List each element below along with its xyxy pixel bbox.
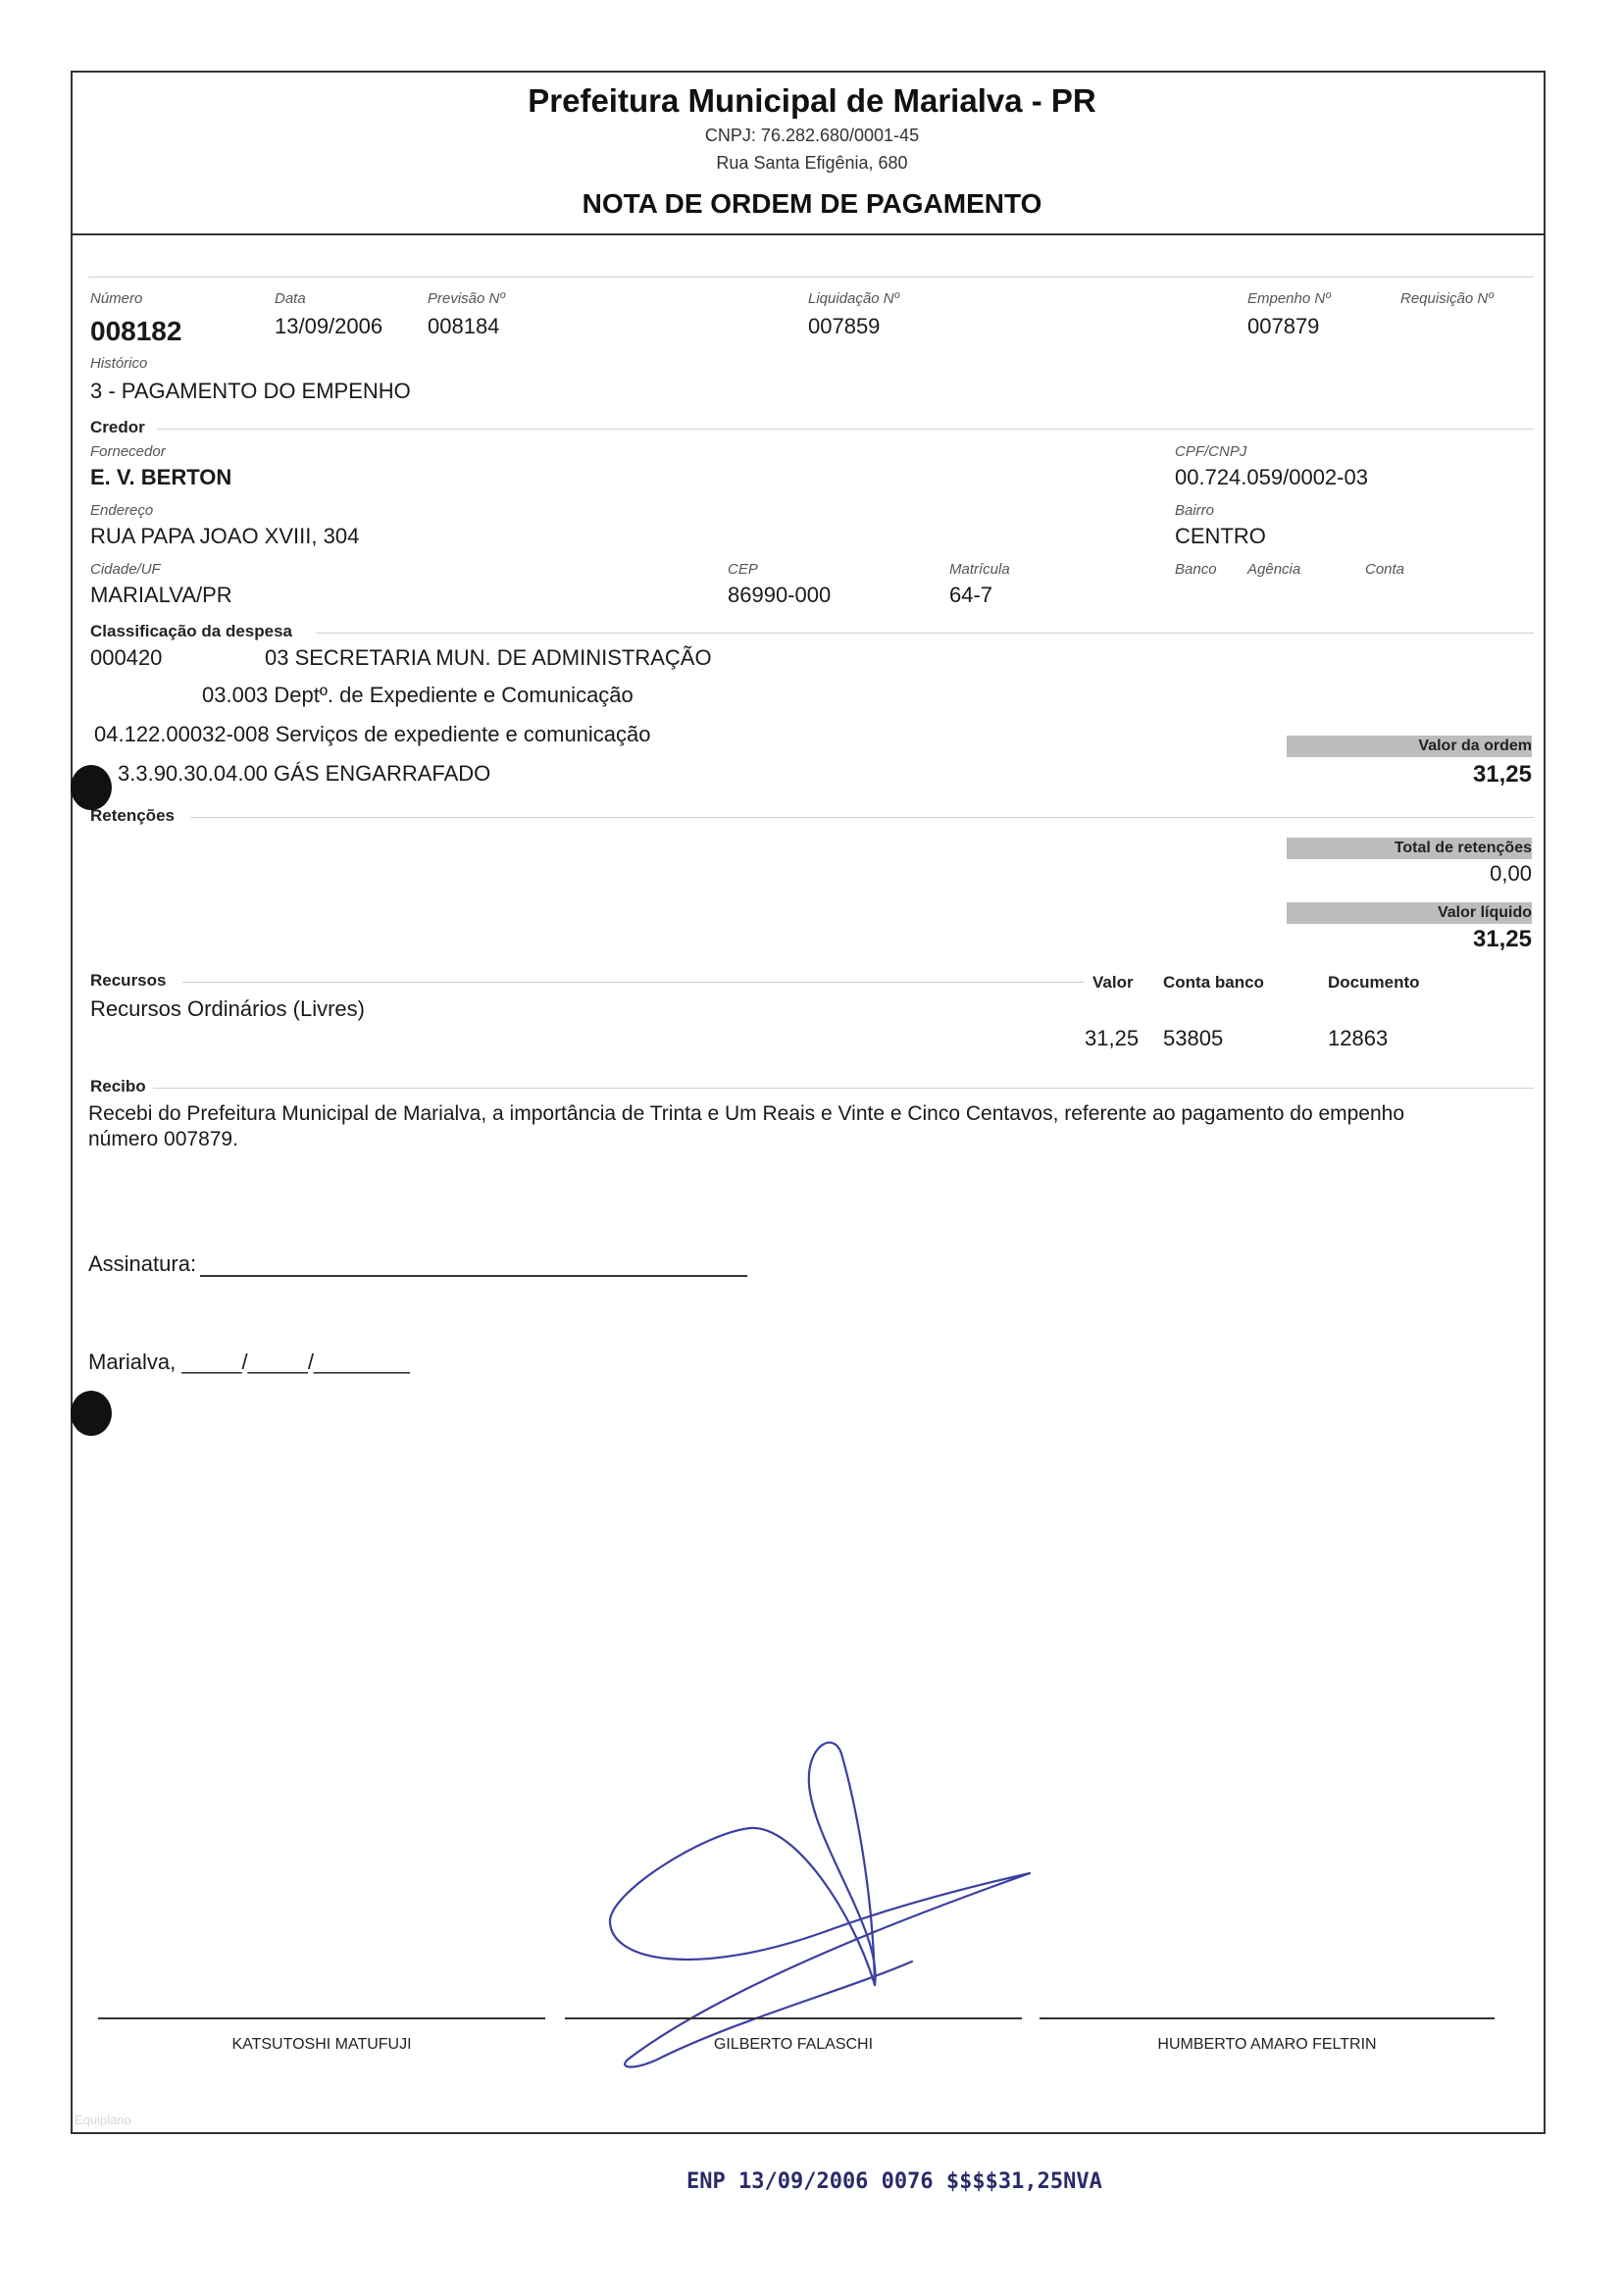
recursos-section: Recursos (90, 971, 167, 990)
handwritten-signature (588, 1726, 1040, 2079)
total-retencoes-value: 0,00 (1490, 861, 1532, 886)
historico-label: Histórico (90, 355, 148, 372)
signatory-3: HUMBERTO AMARO FELTRIN (1157, 2036, 1377, 2053)
cpf-label: CPF/CNPJ (1175, 443, 1247, 460)
recursos-valor: 31,25 (1085, 1026, 1140, 1050)
elemento: 3.3.90.30.04.00 GÁS ENGARRAFADO (118, 761, 491, 786)
liquidacao-label: Liquidação Nº (808, 290, 900, 307)
divider (157, 429, 1534, 430)
credor-section: Credor (90, 418, 145, 436)
recursos-valor-label: Valor (1092, 973, 1134, 992)
classificacao-section: Classificação da despesa (90, 622, 293, 640)
classificacao-code: 000420 (90, 645, 163, 670)
valor-liquido-label: Valor líquido (1437, 904, 1532, 921)
signature-line (1040, 2017, 1495, 2019)
agencia-label: Agência (1247, 561, 1301, 578)
liquidacao-value: 007859 (808, 314, 881, 338)
bairro-value: CENTRO (1175, 524, 1266, 548)
empenho-label: Empenho Nº (1247, 290, 1331, 307)
previsao-value: 008184 (428, 314, 500, 338)
data-label: Data (275, 290, 306, 307)
divider (182, 982, 1085, 983)
recibo-section: Recibo (90, 1077, 146, 1096)
cnpj: CNPJ: 76.282.680/0001-45 (704, 126, 920, 145)
recibo-text-line1: Recebi do Prefeitura Municipal de Marialva, a importância de Trinta e Um Reais e Vinte e Cinco Centavos, referente ao pagamento do empenho (88, 1102, 1405, 1125)
cep-label: CEP (728, 561, 758, 578)
recursos-documento-label: Documento (1328, 973, 1420, 992)
local-data-line: Marialva, _____/_____/________ (88, 1350, 410, 1374)
signature-line (565, 2017, 1022, 2019)
assinatura-label: Assinatura: (88, 1251, 197, 1276)
requisicao-label: Requisição Nº (1400, 290, 1494, 307)
matricula-value: 64-7 (949, 583, 993, 607)
divider (316, 633, 1534, 634)
cpf-value: 00.724.059/0002-03 (1175, 465, 1368, 489)
bairro-label: Bairro (1175, 502, 1215, 519)
recursos-documento: 12863 (1328, 1026, 1389, 1050)
empenho-value: 007879 (1247, 314, 1320, 338)
cidade-label: Cidade/UF (90, 561, 161, 578)
fornecedor-label: Fornecedor (90, 443, 166, 460)
divider (88, 277, 1534, 278)
header-divider (73, 233, 1544, 235)
retencoes-section: Retenções (90, 806, 175, 825)
recibo-text-line2: número 007879. (88, 1128, 238, 1150)
valor-ordem-value: 31,25 (1472, 761, 1532, 788)
recursos-conta-label: Conta banco (1163, 973, 1264, 992)
data-value: 13/09/2006 (275, 314, 383, 338)
document-title: NOTA DE ORDEM DE PAGAMENTO (582, 188, 1042, 219)
fornecedor-value: E. V. BERTON (90, 465, 232, 489)
divider (190, 817, 1534, 818)
signatory-2: GILBERTO FALASCHI (713, 2036, 874, 2053)
recursos-fonte: Recursos Ordinários (Livres) (90, 996, 365, 1021)
total-retencoes-label: Total de retenções (1394, 840, 1532, 856)
valor-liquido-value: 31,25 (1472, 926, 1532, 952)
page-title: Prefeitura Municipal de Marialva - PR (528, 82, 1096, 119)
numero-label: Número (90, 290, 143, 307)
punch-hole (71, 765, 112, 810)
recursos-conta: 53805 (1163, 1026, 1224, 1050)
cidade-value: MARIALVA/PR (90, 583, 232, 607)
equiplano-watermark: Equiplano (75, 2113, 131, 2127)
secretaria: 03 SECRETARIA MUN. DE ADMINISTRAÇÃO (265, 645, 712, 670)
footer-stamp: ENP 13/09/2006 0076 $$$$31,25NVA (686, 2169, 1102, 2194)
conta-label: Conta (1365, 561, 1405, 578)
signatory-1: KATSUTOSHI MATUFUJI (231, 2036, 412, 2053)
historico-value: 3 - PAGAMENTO DO EMPENHO (90, 379, 411, 403)
valor-ordem-label: Valor da ordem (1418, 738, 1532, 754)
divider (153, 1088, 1534, 1089)
funcional: 04.122.00032-008 Serviços de expediente e comunicação (94, 722, 651, 746)
endereco-value: RUA PAPA JOAO XVIII, 304 (90, 524, 360, 548)
previsao-label: Previsão Nº (428, 290, 505, 307)
cep-value: 86990-000 (728, 583, 832, 607)
punch-hole (71, 1391, 112, 1436)
address: Rua Santa Efigênia, 680 (716, 153, 908, 173)
banco-label: Banco (1175, 561, 1217, 578)
assinatura-line (200, 1275, 747, 1277)
signature-line (98, 2017, 545, 2019)
departamento: 03.003 Deptº. de Expediente e Comunicação (202, 683, 634, 707)
endereco-label: Endereço (90, 502, 154, 519)
matricula-label: Matrícula (949, 561, 1010, 578)
numero-value: 008182 (90, 316, 182, 346)
